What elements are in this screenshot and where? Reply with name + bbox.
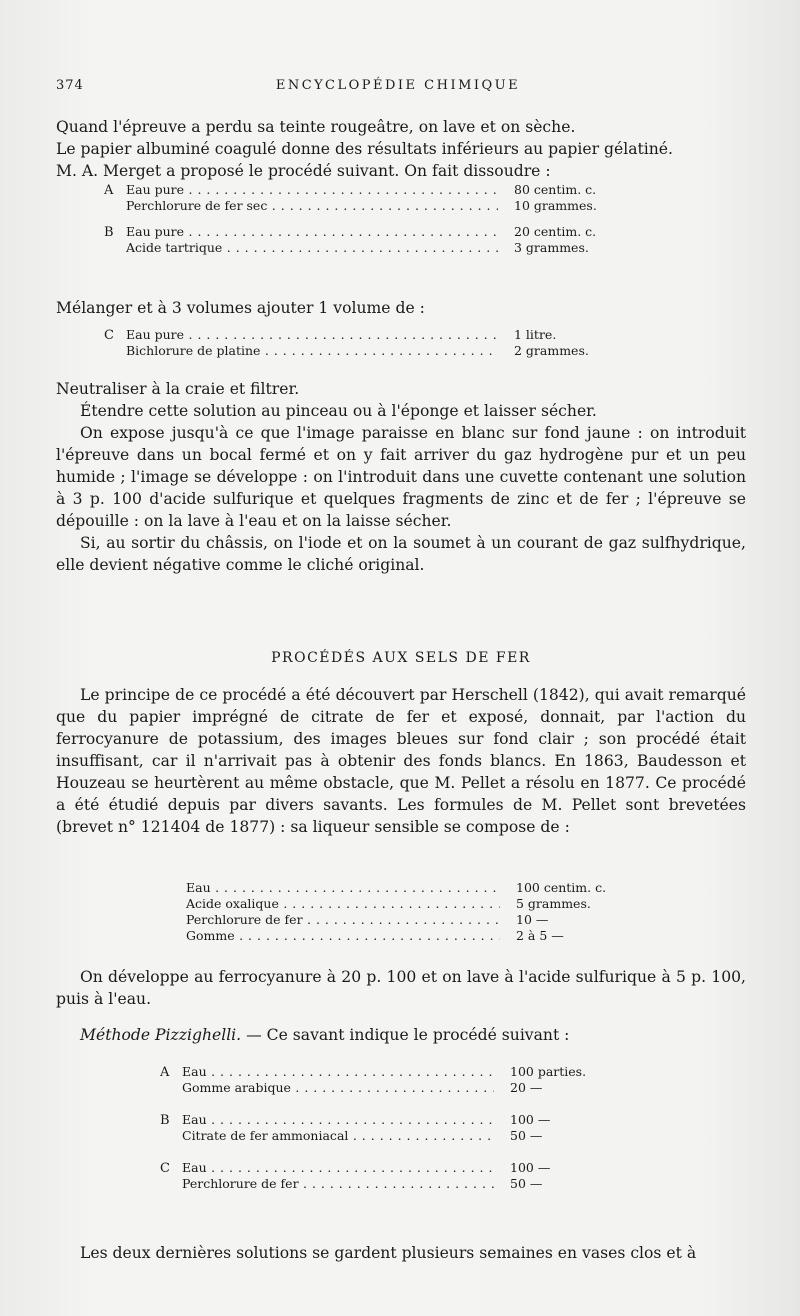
paragraph: Étendre cette solution au pinceau ou à l'éponge et laisser sécher. <box>80 402 597 420</box>
paragraph: Si, au sortir du châssis, on l'iode et on la soumet à un courant de gaz sulfhydrique, elle devient négative comme le cliché original. <box>56 534 746 574</box>
paragraph: Neutraliser à la craie et filtrer. <box>56 380 300 398</box>
recipe-row: Citrate de fer ammoniacal . . . 50 — <box>160 1128 620 1144</box>
recipe-row: Gomme arabique . . . 20 — <box>160 1080 620 1096</box>
recipe-table-pellet <box>186 880 626 944</box>
paragraph: Les deux dernières solutions se gardent plusieurs semaines en vases clos et à <box>80 1244 697 1262</box>
paragraph: Quand l'épreuve a perdu sa teinte rougeâtre, on lave et on sèche. <box>56 118 576 136</box>
recipe-row: C Eau . . . 100 — <box>160 1160 620 1176</box>
paragraph: M. A. Merget a proposé le procédé suivant. On fait dissoudre : <box>56 162 551 180</box>
section-body <box>56 684 746 838</box>
recipe-row: Perchlorure de fer sec . . . 10 grammes. <box>104 198 624 214</box>
recipe-row: Bichlorure de platine . . . 2 grammes. <box>104 343 624 359</box>
recipe-row: B Eau . . . 100 — <box>160 1112 620 1128</box>
section-title: PROCÉDÉS AUX SELS DE FER <box>271 650 531 666</box>
paragraph: On expose jusqu'à ce que l'image paraisse en blanc sur fond jaune : on introduit l'épreuve dans un bocal fermé et on y fait arriver du gaz hydrogène pur et un peu humide ; l'image se développe : on l'introduit dans une cuvette contenant une solution à 3 p. 100 d'acide sulfurique et quelques fragments de zinc et de fer ; l'épreuve se dépouille : on la lave à l'eau et on la laisse sécher. <box>56 424 746 530</box>
recipe-row: Acide tartrique . . . 3 grammes. <box>104 240 624 256</box>
recipe-table-pizzighelli <box>160 1064 620 1192</box>
method-name: Méthode Pizzighelli. <box>80 1026 242 1044</box>
running-title: ENCYCLOPÉDIE CHIMIQUE <box>275 78 521 93</box>
intro-block <box>56 116 746 182</box>
recipe-row: A Eau . . . 100 parties. <box>160 1064 620 1080</box>
paragraph: Le papier albuminé coagulé donne des résultats inférieurs au papier gélatiné. <box>56 140 673 158</box>
recipe-row: Acide oxalique . . . 5 grammes. <box>186 896 626 912</box>
paragraph: Le principe de ce procédé a été découvert par Herschell (1842), qui avait remarqué que du papier imprégné de citrate de fer et exposé, donnait, par l'action du ferrocyanure de potassium, des images bleues sur fond clair ; son procédé était insuffisant, car il n'arrivait pas à obtenir des fonds blancs. En 1863, Baudesson et Houzeau se heurtèrent au même obstacle, que M. Pellet a résolu en 1877. Ce procédé a été étudié depuis par divers savants. Les formules de M. Pellet sont brevetées (brevet n° 121404 de 1877) : sa liqueur sensible se compose de : <box>56 686 746 836</box>
recipe-row: B Eau pure . . . 20 centim. c. <box>104 224 624 240</box>
procedure-text <box>56 378 746 576</box>
paragraph: On développe au ferrocyanure à 20 p. 100 et on lave à l'acide sulfurique à 5 p. 100, puis à l'eau. <box>56 968 746 1008</box>
recipe-row: Eau . . . 100 centim. c. <box>186 880 626 896</box>
paragraph: Méthode Pizzighelli. — Ce savant indique le procédé suivant : <box>80 1026 570 1044</box>
recipe-row: Perchlorure de fer . . . 50 — <box>160 1176 620 1192</box>
paragraph: Mélanger et à 3 volumes ajouter 1 volume de : <box>56 299 425 317</box>
running-header <box>56 78 740 100</box>
recipe-row: C Eau pure . . . 1 litre. <box>104 327 624 343</box>
recipe-row: Gomme . . . 2 à 5 — <box>186 928 626 944</box>
development-text <box>56 966 746 1046</box>
recipe-row: Perchlorure de fer . . . 10 — <box>186 912 626 928</box>
recipe-row: A Eau pure . . . 80 centim. c. <box>104 182 624 198</box>
recipe-table-merget-ab <box>104 182 624 256</box>
recipe-table-merget-c <box>104 327 624 359</box>
mix-instruction <box>56 297 746 319</box>
page-number: 374 <box>56 78 84 93</box>
closing-text <box>56 1242 746 1264</box>
